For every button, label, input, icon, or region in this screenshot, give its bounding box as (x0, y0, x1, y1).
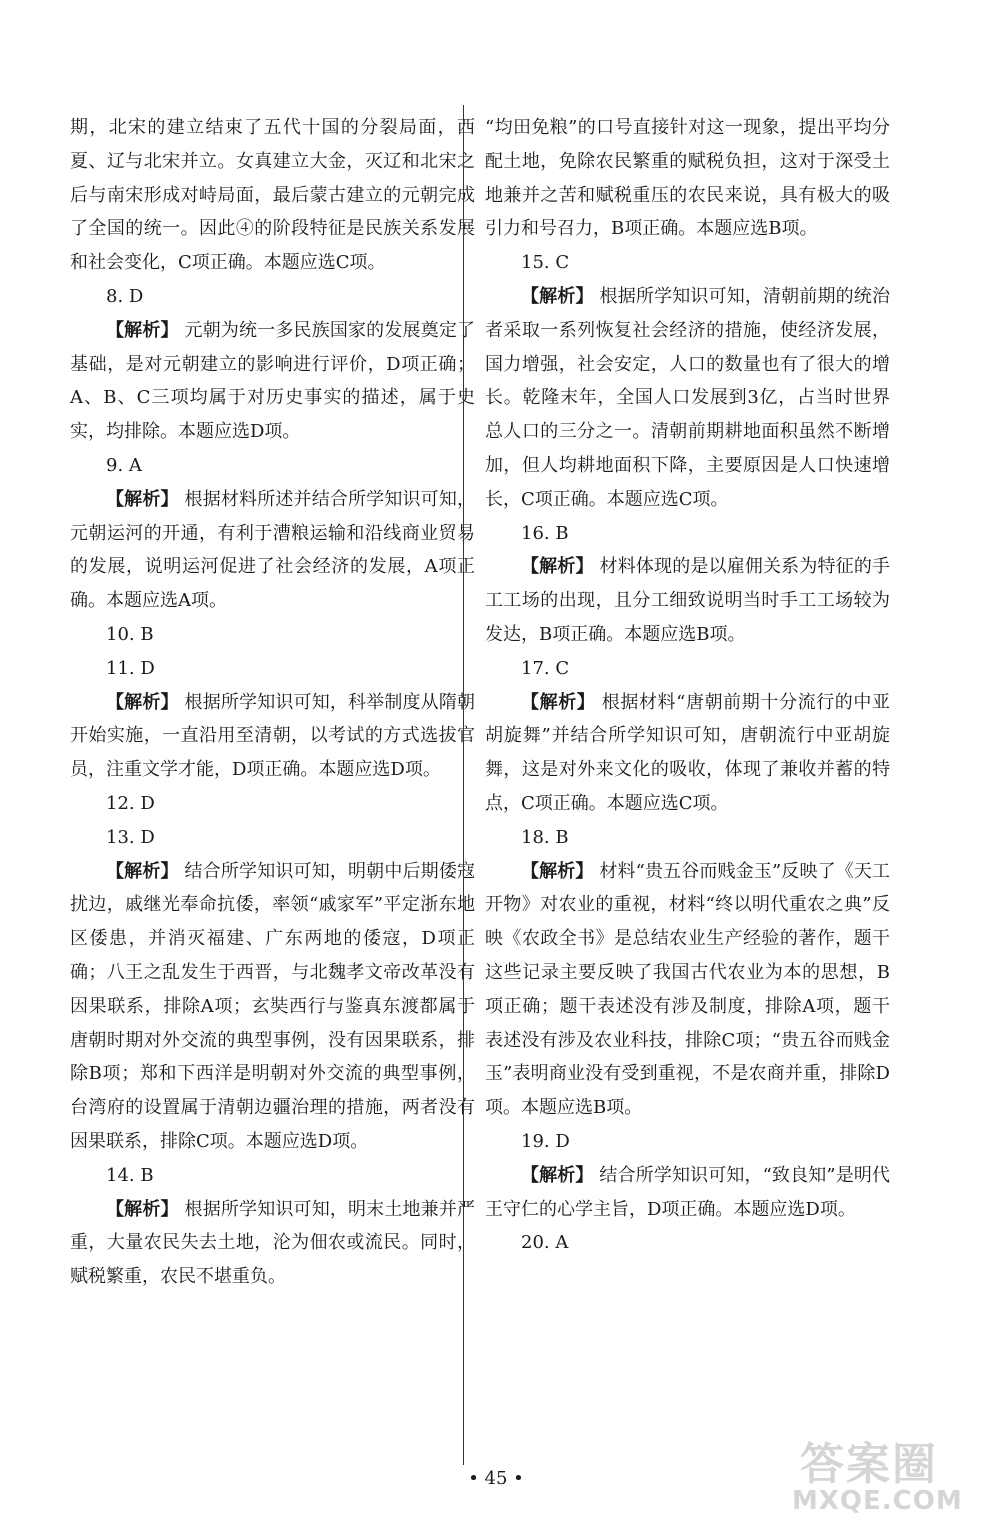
left-column (70, 111, 475, 1294)
explanation-text: 根据所学知识可知，清朝前期的统治者采取一系列恢复社会经济的措施，使经济发展，国力增强，社会安定，人口的数量也有了很大的增长。乾隆末年，全国人口发展到3亿，占当时世界总人口的三分之一。清朝前期耕地面积虽然不断增加，但人均耕地面积下降，主要原因是人口快速增长，C项正确。本题应选C项。 (485, 285, 890, 510)
answer-number (485, 1125, 890, 1159)
answer-number (485, 1226, 890, 1260)
answer-number-text: 8. D (106, 285, 144, 307)
answer-number (485, 517, 890, 551)
answer-number-text: 14. B (106, 1164, 154, 1186)
explanation-text: 结合所学知识可知，明朝中后期倭寇扰边，戚继光奉命抗倭，率领“戚家军”平定浙东地区倭患，并消灭福建、广东两地的倭寇，D项正确；八王之乱发生于西晋，与北魏孝文帝改革没有因果联系，排除A项；玄奘西行与鉴真东渡都属于唐朝时期对外交流的典型事例，没有因果联系，排除B项；郑和下西洋是明朝对外交流的典型事例，台湾府的设置属于清朝边疆治理的措施，两者没有因果联系，排除C项。本题应选D项。 (70, 860, 475, 1152)
analysis-tag: 【解析】 (106, 1198, 179, 1220)
answer-number-text: 13. D (106, 826, 155, 848)
answer-number-text: 15. C (521, 252, 570, 274)
answer-number (70, 787, 475, 821)
answer-number (70, 821, 475, 855)
analysis-tag: 【解析】 (521, 556, 594, 578)
analysis-tag: 【解析】 (106, 488, 179, 510)
explanation-paragraph (70, 1193, 475, 1294)
analysis-tag: 【解析】 (106, 860, 179, 882)
analysis-tag: 【解析】 (106, 691, 179, 713)
answer-number-text: 16. B (521, 522, 569, 544)
explanation-text: 结合所学知识可知，“致良知”是明代王守仁的心学主旨，D项正确。本题应选D项。 (485, 1164, 890, 1220)
analysis-tag: 【解析】 (521, 860, 594, 882)
watermark-url: MXQE.COM (792, 1486, 963, 1516)
column-divider (463, 105, 464, 1465)
answer-number (70, 652, 475, 686)
watermark-logo: 答案圈 (800, 1439, 938, 1490)
answer-number (485, 246, 890, 280)
explanation-paragraph (485, 855, 890, 1125)
answer-number-text: 17. C (521, 657, 570, 679)
answer-number-text: 19. D (521, 1130, 570, 1152)
explanation-paragraph (70, 483, 475, 618)
explanation-text: 根据所学知识可知，科举制度从隋朝开始实施，一直沿用至清朝，以考试的方式选拔官员，注重文学才能，D项正确。本题应选D项。 (70, 691, 475, 781)
analysis-tag: 【解析】 (521, 691, 596, 713)
answer-number (485, 652, 890, 686)
answer-number (70, 1159, 475, 1193)
answer-number-text: 11. D (106, 657, 155, 679)
explanation-text: 根据所学知识可知，明末土地兼并严重，大量农民失去土地，沦为佃农或流民。同时，赋税繁重，农民不堪重负。 (70, 1198, 475, 1288)
explanation-text: 材料“贵五谷而贱金玉”反映了《天工开物》对农业的重视，材料“终以明代重农之典”反映《农政全书》是总结农业生产经验的著作，题干这些记录主要反映了我国古代农业为本的思想，B项正确；题干表述没有涉及制度，排除A项，题干表述没有涉及农业科技，排除C项；“贵五谷而贱金玉”表明商业没有受到重视，不是农商并重，排除D项。本题应选B项。 (485, 860, 890, 1119)
answer-number-text: 20. A (521, 1232, 569, 1254)
explanation-text: 期，北宋的建立结束了五代十国的分裂局面，西夏、辽与北宋并立。女真建立大金，灭辽和北宋之后与南宋形成对峙局面，最后蒙古建立的元朝完成了全国的统一。因此④的阶段特征是民族关系发展和社会变化，C项正确。本题应选C项。 (70, 117, 475, 274)
explanation-paragraph (70, 855, 475, 1159)
answer-number-text: 18. B (521, 826, 569, 848)
explanation-paragraph (485, 1159, 890, 1227)
explanation-text: 根据材料所述并结合所学知识可知，元朝运河的开通，有利于漕粮运输和沿线商业贸易的发展，说明运河促进了社会经济的发展，A项正确。本题应选A项。 (70, 488, 475, 612)
answer-number-text: 10. B (106, 623, 154, 645)
explanation-text: 根据材料“唐朝前期十分流行的中亚胡旋舞”并结合所学知识可知，唐朝流行中亚胡旋舞，这是对外来文化的吸收，体现了兼收并蓄的特点，C项正确。本题应选C项。 (485, 691, 890, 814)
watermark (782, 1428, 972, 1518)
explanation-text: 材料体现的是以雇佣关系为特征的手工工场的出现，且分工细致说明当时手工工场较为发达，B项正确。本题应选B项。 (485, 556, 890, 645)
right-column (485, 111, 890, 1260)
explanation-paragraph (70, 111, 475, 280)
explanation-paragraph (485, 686, 890, 821)
page-number: • 45 • (468, 1468, 524, 1489)
explanation-text: 元朝为统一多民族国家的发展奠定了基础，是对元朝建立的影响进行评价，D项正确；A、B、C三项均属于对历史事实的描述，属于史实，均排除。本题应选D项。 (70, 319, 475, 443)
explanation-paragraph (485, 280, 890, 517)
analysis-tag: 【解析】 (106, 319, 179, 341)
analysis-tag: 【解析】 (521, 1164, 594, 1186)
explanation-paragraph (485, 111, 890, 246)
answer-number (485, 821, 890, 855)
answer-number (70, 618, 475, 652)
answer-number-text: 9. A (106, 454, 142, 476)
explanation-paragraph (70, 314, 475, 449)
explanation-text: “均田免粮”的口号直接针对这一现象，提出平均分配土地，免除农民繁重的赋税负担，这对于深受土地兼并之苦和赋税重压的农民来说，具有极大的吸引力和号召力，B项正确。本题应选B项。 (485, 117, 890, 240)
answer-number-text: 12. D (106, 792, 155, 814)
explanation-paragraph (70, 686, 475, 787)
answer-number (70, 280, 475, 314)
analysis-tag: 【解析】 (521, 285, 594, 307)
explanation-paragraph (485, 550, 890, 651)
answer-number (70, 449, 475, 483)
